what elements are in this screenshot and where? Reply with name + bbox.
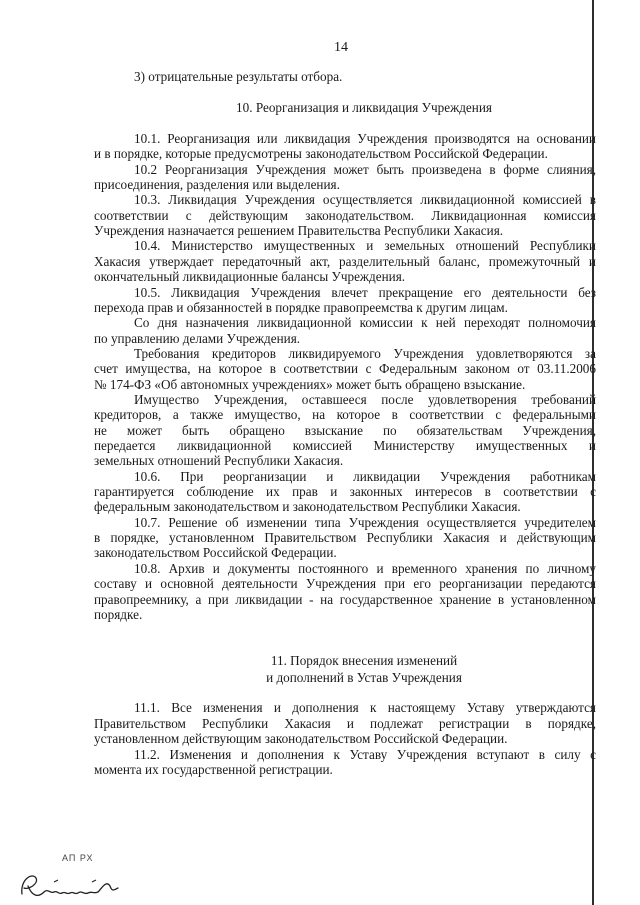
text-line: правопреемнику, а при ликвидации - на государственное хранение в установленном: [94, 591, 596, 607]
page-number: 14: [334, 40, 348, 55]
text-line: составу и основной деятельности Учреждения при его реорганизации передаются: [94, 576, 596, 592]
text-line: 10.1. Реорганизация или ликвидация Учреждения производятся на основании: [134, 131, 596, 146]
text-line: 10.6. При реорганизации и ликвидации Учреждения работникам: [134, 468, 596, 484]
text-line: 11.2. Изменения и дополнения к Уставу Учреждения вступают в силу с: [134, 746, 596, 762]
text-line: присоединения, разделения или выделения.: [94, 177, 340, 193]
section-11-title-line-1: 11. Порядок внесения изменений: [270, 653, 458, 668]
signature-image: [14, 868, 134, 902]
text-line: 11.1. Все изменения и дополнения к настоящему Уставу утверждаются: [134, 700, 596, 715]
text-line: 10.4. Министерство имущественных и земельных отношений Республики: [134, 238, 596, 254]
text-line: федеральным законодательством и законодательством Республики Хакасия.: [94, 499, 521, 515]
text-line: Имущество Учреждения, оставшееся после удовлетворения требований: [134, 391, 596, 407]
text-line: счет имущества, на которое в соответствии с Федеральным законом от 03.11.2006: [94, 361, 596, 377]
text-line: Правительством Республики Хакасия и подлежат регистрации в порядке,: [94, 715, 596, 731]
text-line: в порядке, установленном Правительством Республики Хакасия и действующим: [94, 530, 596, 546]
text-line: кредиторов, а также имущество, на которое в соответствии с федеральными: [94, 407, 596, 423]
text-line: и в порядке, которые предусмотрены законодательством Российской Федерации.: [94, 146, 548, 162]
text-line: 10.7. Решение об изменении типа Учреждения осуществляется учредителем: [134, 514, 596, 530]
text-line: передается ликвидационной комиссией Министерству имущественных и: [94, 438, 596, 453]
text-line: перехода прав и обязанностей в порядке правопреемства к другим лицам.: [94, 299, 508, 315]
text-line: Со дня назначения ликвидационной комиссии к ней переходят полномочия: [134, 315, 596, 331]
text-line: момента их государственной регистрации.: [94, 762, 333, 778]
section-10-title: 10. Реорганизация и ликвидация Учреждения: [236, 100, 492, 115]
text-line: 10.5. Ликвидация Учреждения влечет прекращение его деятельности без: [134, 284, 596, 300]
text-line: 10.3. Ликвидация Учреждения осуществляется ликвидационной комиссией в: [134, 192, 596, 208]
section-11-title-line-2: и дополнений в Устав Учреждения: [266, 670, 462, 685]
text-line: законодательством Российской Федерации.: [94, 545, 337, 561]
text-line: Требования кредиторов ликвидируемого Учреждения удовлетворяются за: [134, 345, 596, 361]
text-line: порядке.: [94, 606, 143, 622]
text-line: соответствии с действующим законодательством. Ликвидационная комиссия: [94, 207, 596, 223]
text-line: по управлению делами Учреждения.: [94, 330, 301, 346]
text-line: земельных отношений Республики Хакасия.: [94, 453, 344, 469]
text-line: окончательный ликвидационные балансы Учреждения.: [94, 269, 406, 285]
text-line: 10.2 Реорганизация Учреждения может быть произведена в форме слияния,: [134, 161, 596, 177]
archive-stamp: АП РХ: [62, 853, 94, 863]
text-line: гарантируется соблюдение их прав и законных интересов в соответствии с: [94, 484, 596, 500]
text-line: Учреждения назначается решением Правительства Республики Хакасия.: [94, 223, 504, 239]
text-line: 10.8. Архив и документы постоянного и временного хранения по личному: [134, 560, 596, 576]
text-line: Хакасия утверждает передаточный акт, разделительный баланс, промежуточный и: [94, 253, 596, 269]
text-line: установленном действующим законодательством Российской Федерации.: [94, 731, 508, 747]
text-line: не может быть обращено взыскание по обязательствам Учреждения,: [94, 422, 596, 438]
text-line: № 174-ФЗ «Об автономных учреждениях» может быть обращено взыскание.: [94, 376, 526, 392]
item-3-text: 3) отрицательные результаты отбора.: [134, 69, 343, 84]
